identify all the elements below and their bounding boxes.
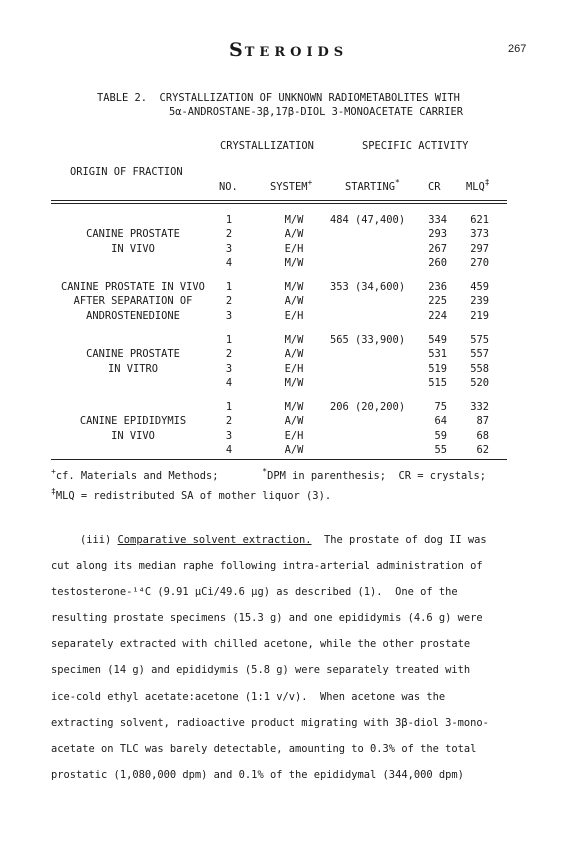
cell-cr: 59 bbox=[434, 429, 447, 442]
origin-label: CANINE EPIDIDYMIS bbox=[79, 415, 187, 428]
cell-mlq: 332 bbox=[470, 401, 489, 413]
section-heading: Comparative solvent extraction. bbox=[117, 534, 312, 546]
cell-system: E/H bbox=[284, 429, 304, 442]
col-origin: ORIGIN OF FRACTION bbox=[70, 166, 183, 178]
body-line: testosterone-¹⁴C (9.91 μCi/49.6 μg) as described (1). One of the bbox=[51, 586, 458, 599]
origin-label: IN VIVO bbox=[111, 242, 155, 255]
cell-mlq: 575 bbox=[470, 334, 489, 346]
cell-mlq: 68 bbox=[476, 429, 489, 442]
page-number: 267 bbox=[508, 43, 527, 55]
cell-cr: 531 bbox=[428, 348, 447, 361]
cell-mlq: 373 bbox=[470, 228, 489, 241]
body-line: resulting prostate specimens (15.3 g) and one epididymis (4.6 g) were bbox=[51, 612, 483, 625]
cell-cr: 224 bbox=[428, 309, 447, 322]
col-mlq: MLQ‡ bbox=[466, 178, 490, 193]
cell-no: 1 bbox=[225, 281, 233, 293]
cell-system: E/H bbox=[284, 309, 304, 322]
cell-mlq: 621 bbox=[470, 214, 489, 226]
origin-label: IN VIVO bbox=[111, 429, 155, 442]
cell-mlq: 219 bbox=[470, 309, 489, 322]
cell-cr: 225 bbox=[428, 295, 447, 308]
cell-system: A/W bbox=[284, 415, 304, 428]
cell-mlq: 87 bbox=[476, 415, 489, 428]
body-line: separately extracted with chilled acetone, while the other prostate bbox=[51, 638, 471, 651]
mlq-footnote-mark: ‡ bbox=[484, 178, 490, 187]
origin-label: CANINE PROSTATE bbox=[86, 228, 180, 241]
journal-initial: S bbox=[229, 39, 245, 61]
origin-label: IN VITRO bbox=[107, 362, 159, 375]
cell-no: 2 bbox=[225, 415, 233, 428]
cell-no: 2 bbox=[225, 295, 233, 308]
cell-system: M/W bbox=[284, 401, 304, 413]
starting-footnote-mark: * bbox=[395, 178, 400, 187]
header-rule-1 bbox=[51, 200, 507, 201]
footnote-1: +cf. Materials and Methods; *DPM in parenthesis; CR = crystals; bbox=[51, 467, 487, 482]
body-line: cut along its median raphe following intra-arterial administration of bbox=[51, 560, 483, 572]
cell-starting: 484 (47,400) bbox=[330, 214, 406, 226]
cell-no: 2 bbox=[225, 228, 233, 241]
table-title-line1: TABLE 2. CRYSTALLIZATION OF UNKNOWN RADIOMETABOLITES WITH bbox=[97, 92, 460, 104]
col-system: SYSTEM+ bbox=[270, 178, 313, 193]
cell-mlq: 557 bbox=[470, 348, 489, 361]
cell-cr: 236 bbox=[428, 281, 447, 293]
journal-rest: TEROIDS bbox=[244, 45, 349, 60]
col-starting: STARTING* bbox=[345, 178, 400, 193]
cell-cr: 75 bbox=[434, 401, 447, 413]
cell-mlq: 62 bbox=[476, 443, 489, 456]
header-rule-2 bbox=[51, 203, 507, 204]
cell-cr: 549 bbox=[428, 334, 447, 346]
cell-system: E/H bbox=[284, 242, 304, 255]
cell-mlq: 239 bbox=[470, 295, 489, 308]
header-specific-activity: SPECIFIC ACTIVITY bbox=[362, 140, 469, 152]
body-line: extracting solvent, radioactive product migrating with 3β-diol 3-mono- bbox=[51, 716, 489, 729]
cell-system: M/W bbox=[284, 334, 304, 346]
cell-cr: 519 bbox=[428, 362, 447, 375]
cell-no: 4 bbox=[225, 443, 233, 456]
cell-system: A/W bbox=[284, 228, 304, 241]
cell-system: A/W bbox=[284, 443, 304, 456]
col-cr: CR bbox=[428, 181, 441, 193]
cell-no: 3 bbox=[225, 429, 233, 442]
cell-system: M/W bbox=[284, 376, 304, 389]
bottom-rule bbox=[51, 459, 507, 460]
cell-cr: 260 bbox=[428, 256, 447, 269]
footnote-2: ‡MLQ = redistributed SA of mother liquor (3). bbox=[51, 487, 332, 502]
cell-starting: 565 (33,900) bbox=[330, 334, 406, 346]
cell-cr: 64 bbox=[434, 415, 447, 428]
cell-no: 1 bbox=[225, 334, 233, 346]
cell-system: E/H bbox=[284, 362, 304, 375]
cell-system: A/W bbox=[284, 348, 304, 361]
body-line: ice-cold ethyl acetate:acetone (1:1 v/v). When acetone was the bbox=[51, 690, 446, 703]
cell-system: M/W bbox=[284, 256, 304, 269]
table-title-line2: 5α-ANDROSTANE-3β,17β-DIOL 3-MONOACETATE CARRIER bbox=[169, 106, 464, 118]
cell-cr: 334 bbox=[428, 214, 447, 226]
cell-system: M/W bbox=[284, 281, 304, 293]
origin-label: CANINE PROSTATE bbox=[86, 348, 180, 361]
cell-cr: 267 bbox=[428, 242, 447, 255]
journal-title bbox=[229, 39, 348, 61]
body-line: specimen (14 g) and epididymis (5.8 g) were separately treated with bbox=[51, 664, 471, 677]
origin-label: CANINE PROSTATE IN VIVO bbox=[61, 281, 205, 293]
cell-no: 3 bbox=[225, 242, 233, 255]
cell-cr: 293 bbox=[428, 228, 447, 241]
cell-system: M/W bbox=[284, 214, 304, 226]
cell-no: 1 bbox=[225, 401, 233, 413]
cell-mlq: 520 bbox=[470, 376, 489, 389]
paragraph-first-line: (iii) Comparative solvent extraction. The prostate of dog II was bbox=[80, 534, 487, 546]
body-line: prostatic (1,080,000 dpm) and 0.1% of the epididymal (344,000 dpm) bbox=[51, 768, 464, 781]
cell-mlq: 558 bbox=[470, 362, 489, 375]
origin-label: ANDROSTENEDIONE bbox=[86, 309, 180, 322]
cell-mlq: 297 bbox=[470, 242, 489, 255]
col-no: NO. bbox=[219, 181, 238, 193]
cell-no: 2 bbox=[225, 348, 233, 361]
body-line: acetate on TLC was barely detectable, amounting to 0.3% of the total bbox=[51, 742, 477, 755]
header-crystallization: CRYSTALLIZATION bbox=[220, 140, 314, 152]
origin-label: AFTER SEPARATION OF bbox=[73, 295, 193, 308]
cell-no: 1 bbox=[225, 214, 233, 226]
cell-mlq: 459 bbox=[470, 281, 489, 293]
cell-system: A/W bbox=[284, 295, 304, 308]
cell-no: 4 bbox=[225, 256, 233, 269]
cell-no: 3 bbox=[225, 309, 233, 322]
cell-no: 4 bbox=[225, 376, 233, 389]
cell-mlq: 270 bbox=[470, 256, 489, 269]
cell-cr: 515 bbox=[428, 376, 447, 389]
system-footnote-mark: + bbox=[307, 178, 313, 187]
cell-cr: 55 bbox=[434, 443, 447, 456]
cell-no: 3 bbox=[225, 362, 233, 375]
cell-starting: 353 (34,600) bbox=[330, 281, 406, 293]
cell-starting: 206 (20,200) bbox=[330, 401, 406, 413]
